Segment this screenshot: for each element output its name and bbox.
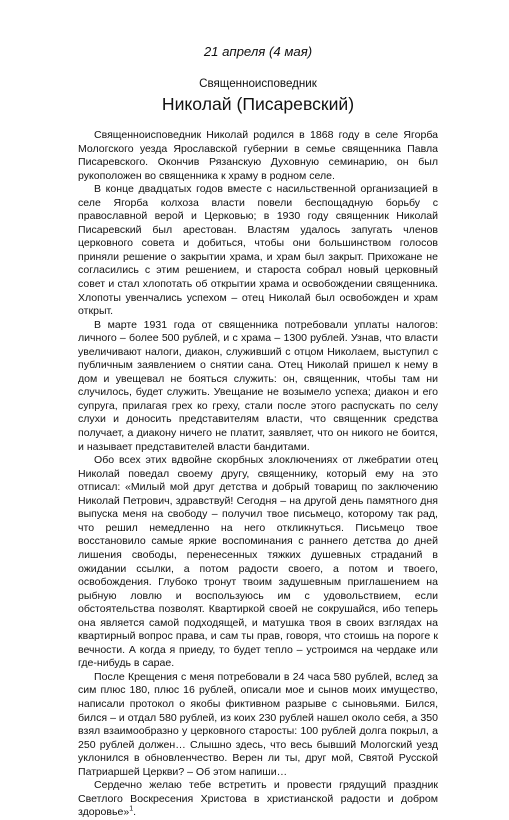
paragraph: После Крещения с меня потребовали в 24 часа 580 рублей, вслед за сим плюс 180, плюс 16 рублей, описали мое и сынов моих имущество, написали протокол о якобы фиктивном разрыве с сыновьями. Бился, бился – и отдал 580 рублей, из коих 230 рублей нашел около себя, а 350 взял взаимообразно у церковного старосты: 100 рублей долга покрыл, а 250 рублей должен… Слышно здесь, что весь бывший Мологский уезд уклонился в обновленчество. Верен ли ты, друг мой, Святой Русской Патриаршей Церкви? – Об этом напиши…: [78, 670, 438, 778]
biography-text: [78, 129, 438, 820]
feast-date: 21 апреля (4 мая): [203, 44, 313, 59]
paragraph: В конце двадцатых годов вместе с насильственной организацией в селе Ягорба колхоза власти повели беспощадную борьбу с православной верой и Церковью; в 1930 году священник Николай Писаревский был арестован. Властям удалось запугать членов церковного совета и добиться, чтобы они большинством голосов приняли решение о закрытии храма, и храм был закрыт. Прихожане не согласились с этим решением, и староста собрал новый церковный совет и стал хлопотать об открытии храма и освобождении священника. Хлопоты увенчались успехом – отец Николай был освобожден и храм открыт.: [78, 183, 438, 318]
paragraph-last: [78, 779, 438, 820]
paragraph: В марте 1931 года от священника потребовали уплаты налогов: личного – более 500 рублей, и с храма – 1300 рублей. Узнав, что власти увеличивают налоги, диакон, служивший с отцом Николаем, выступил с публичным заявлением о снятии сана. Отец Николай пришел к нему в дом и увещевал не бояться служить: он, священник, чтобы там ни случилось, будет служить. Увещание не возымело успеха; диакон и его супруга, прилагая грех ко греху, стали после этого распускать по селу слухи и доносить представителям власти, что священник средства получает, а диакону ничего не платит, заявляет, что он никого не боится, и называет представителей власти бандитами.: [78, 318, 438, 453]
paragraph-text: Сердечно желаю тебе встретить и провести грядущий праздник Светлого Воскресения Христова в христианской радости и добром здоровье»: [78, 779, 438, 819]
paragraph: Священноисповедник Николай родился в 1868 году в селе Ягорба Мологского уезда Ярославской губернии в семье священника Павла Писаревского. Окончив Рязанскую Духовную семинарию, он был рукоположен во священника к храму в родном селе.: [78, 129, 438, 182]
footnote-marker[interactable]: 1: [129, 805, 134, 813]
page-title: Николай (Писаревский): [161, 94, 355, 114]
paragraph: Обо всех этих вдвойне скорбных злоключениях от лжебратии отец Николай поведал своему другу, священнику, который ему на это отписал: «Милый мой друг детства и добрый товарищ по заключению Николай Петрович, здравствуй! Сегодня – на другой день памятного дня выпуска меня на свободу – получил твое письмецо, которому так рад, что решил немедленно на него откликнуться. Письмецо твое восстановило самые яркие воспоминания с раннего детства до дней лишения свободы, перенесенных тяжких душевных страданий в ожидании ссылки, а потом радости своего, а потом и твоего, освобождения. Глубоко тронут твоим задушевным приглашением на рыбную ловлю и воспользуюсь им с удовольствием, если обстоятельства позволят. Квартиркой своей не сокрушайся, ибо теперь она является самой подходящей, и матушка твоя в своих взглядах на квартирный вопрос права, и сам ты прав, говоря, что стоишь на пороге к вечности. А когда я приеду, то будет тепло – устроимся на чердаке или где-нибудь в сарае.: [78, 454, 438, 670]
saint-rank: Священноисповедник: [199, 77, 317, 90]
trailing-punctuation: .: [133, 806, 137, 819]
